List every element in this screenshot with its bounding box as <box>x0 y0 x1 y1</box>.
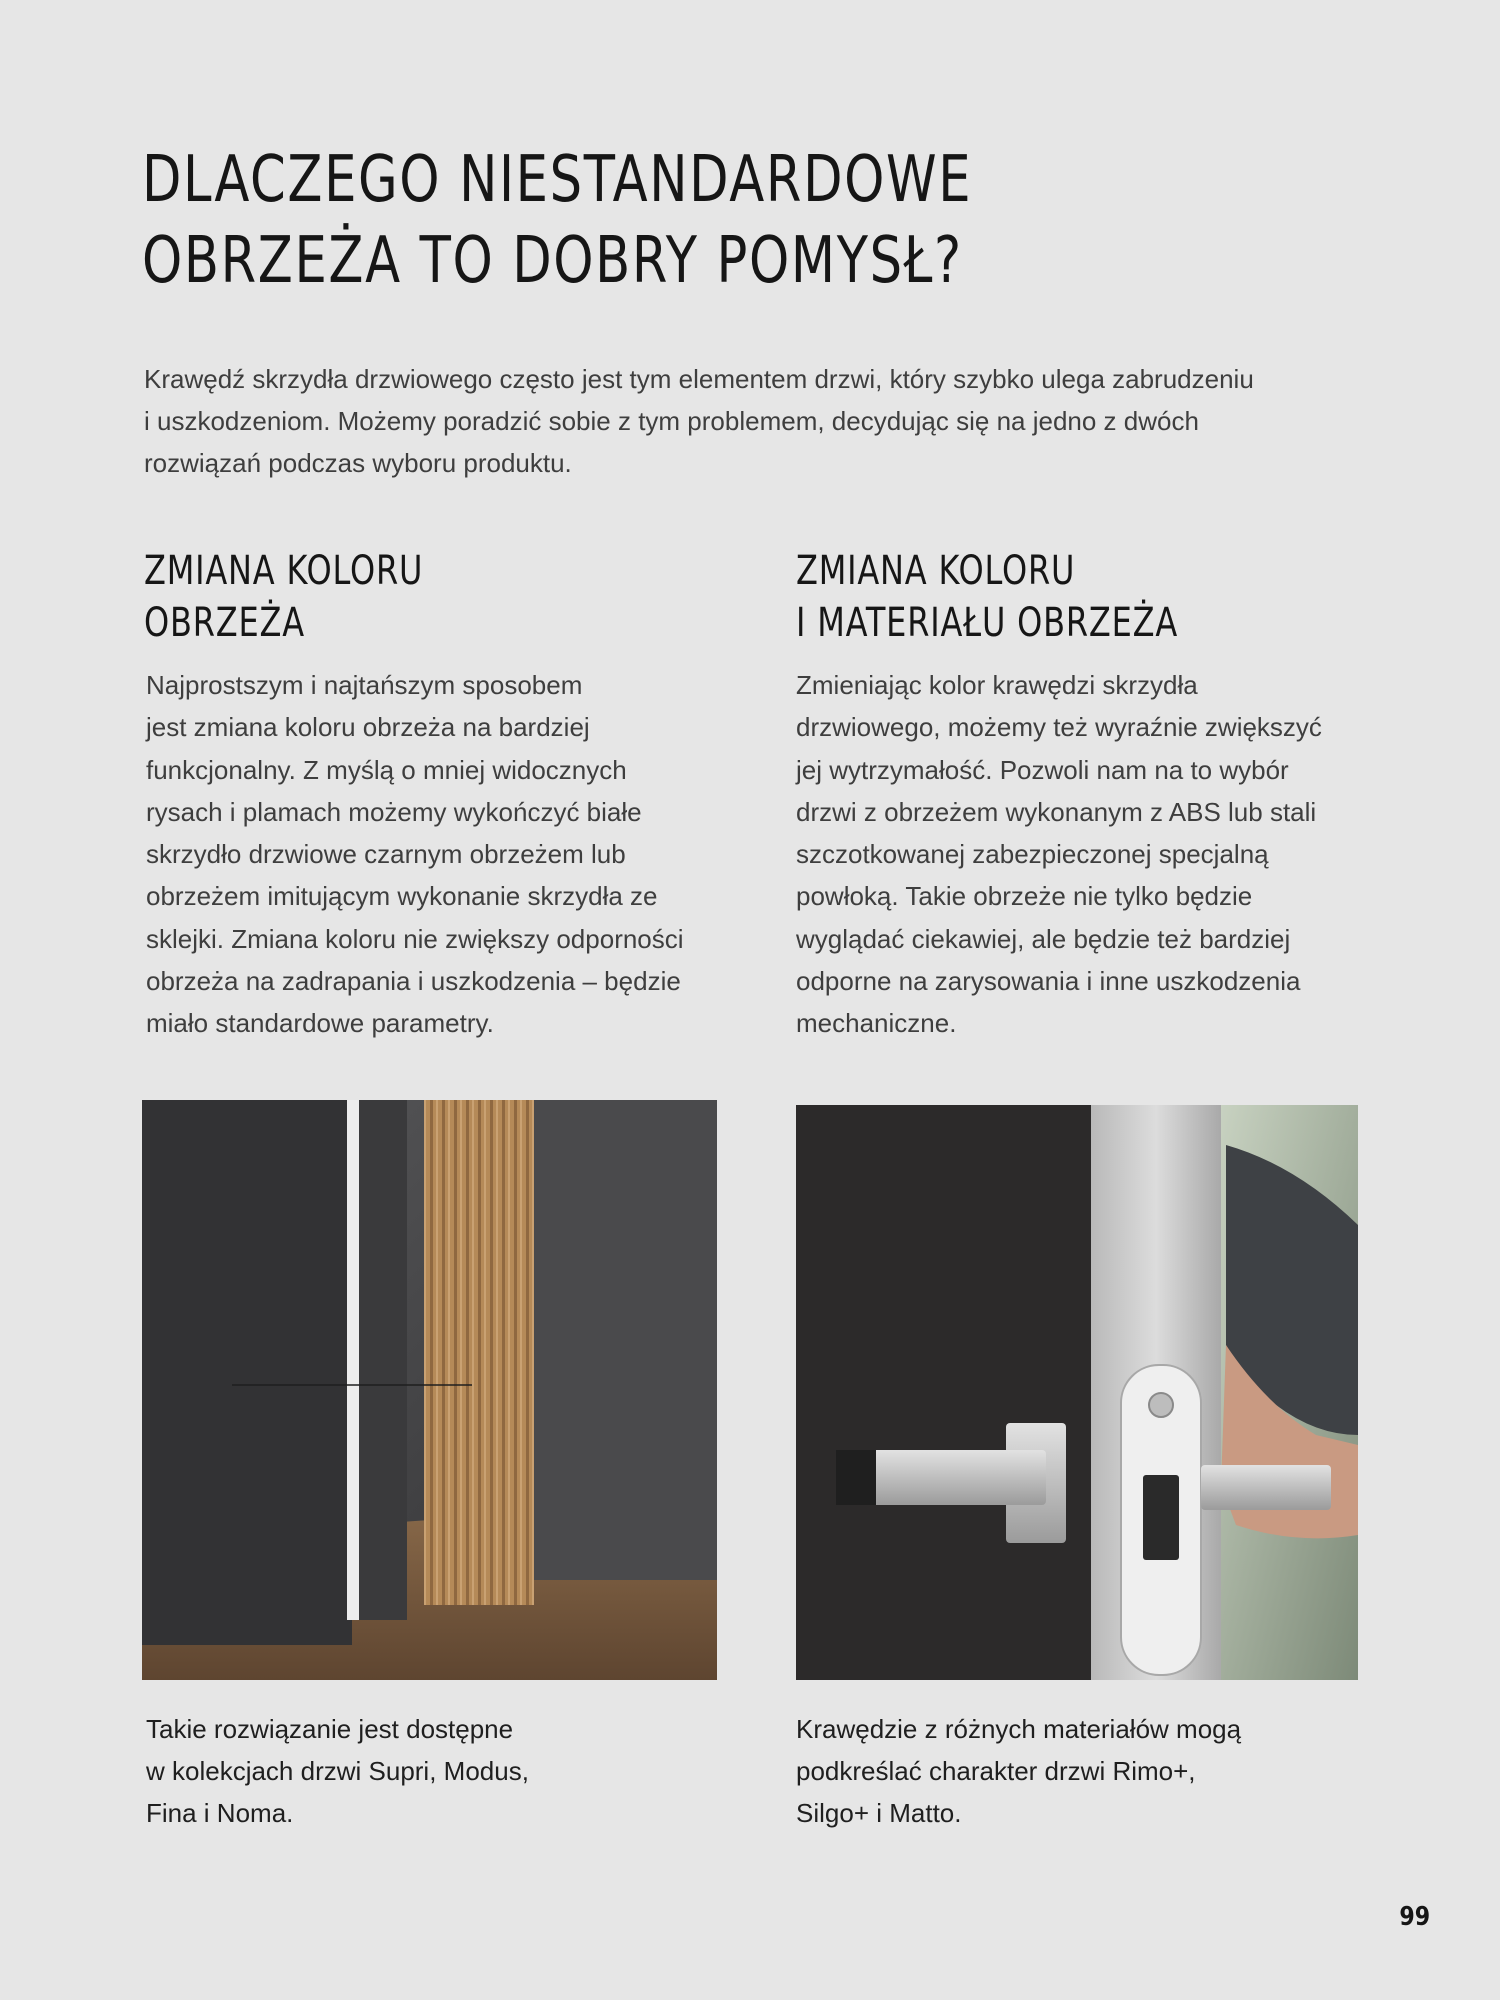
left-caption-line: Takie rozwiązanie jest dostępne <box>146 1714 514 1744</box>
door-handle-photo-right <box>796 1105 1358 1680</box>
right-heading-line: I MATERIAŁU OBRZEŻA <box>796 600 1179 646</box>
door-edge-photo-left <box>142 1100 717 1680</box>
right-body-line: wyglądać ciekawiej, ale będzie też bardziej <box>796 923 1291 954</box>
door-handle-illustration-right <box>796 1105 1358 1680</box>
intro-line: rozwiązań podczas wyboru produktu. <box>144 448 572 478</box>
page-number: 99 <box>1399 1902 1430 1932</box>
intro-line: Krawędź skrzydła drzwiowego często jest tym elementem drzwi, który szybko ulega zabrudzeniu <box>144 364 1254 394</box>
left-caption-line: w kolekcjach drzwi Supri, Modus, <box>146 1756 529 1786</box>
right-body-line: szczotkowanej zabezpieczonej specjalną <box>796 839 1269 870</box>
left-body-line: jest zmiana koloru obrzeża na bardziej <box>146 712 590 743</box>
left-body-line: obrzeżem imitującym wykonanie skrzydła ze <box>146 881 658 912</box>
left-caption-line: Fina i Noma. <box>146 1798 294 1828</box>
right-body-line: odporne na zarysowania i inne uszkodzenia <box>796 966 1301 997</box>
left-heading-line: ZMIANA KOLORU <box>144 548 424 594</box>
page-title-line-1: DLACZEGO NIESTANDARDOWE <box>142 143 973 217</box>
right-body-line: powłoką. Takie obrzeże nie tylko będzie <box>796 881 1253 912</box>
intro-line: i uszkodzeniom. Możemy poradzić sobie z tym problemem, decydując się na jedno z dwóch <box>144 406 1199 436</box>
left-body-line: skrzydło drzwiowe czarnym obrzeżem lub <box>146 839 626 870</box>
right-body-line: Zmieniając kolor krawędzi skrzydła <box>796 670 1198 700</box>
page-title <box>142 140 1102 301</box>
left-body-line: funkcjonalny. Z myślą o mniej widocznych <box>146 754 627 785</box>
right-heading-line: ZMIANA KOLORU <box>796 548 1076 594</box>
right-caption-line: Krawędzie z różnych materiałów mogą <box>796 1714 1242 1744</box>
right-column-heading <box>796 545 1178 649</box>
left-column-body <box>146 664 684 1045</box>
right-body-line: jej wytrzymałość. Pozwoli nam na to wybór <box>796 754 1289 785</box>
left-body-line: miało standardowe parametry. <box>146 1008 494 1039</box>
right-caption <box>796 1708 1241 1834</box>
left-caption <box>146 1708 529 1834</box>
intro-paragraph <box>144 358 1324 484</box>
right-caption-line: Silgo+ i Matto. <box>796 1798 962 1828</box>
right-body-line: mechaniczne. <box>796 1008 957 1039</box>
right-column-body <box>796 664 1322 1045</box>
left-body-line: obrzeża na zadrapania i uszkodzenia – będzie <box>146 966 681 997</box>
door-edge-illustration-left <box>142 1100 717 1680</box>
left-column-heading <box>144 545 423 649</box>
left-body-line: Najprostszym i najtańszym sposobem <box>146 670 583 700</box>
left-body-line: sklejki. Zmiana koloru nie zwiększy odporności <box>146 923 684 954</box>
right-caption-line: podkreślać charakter drzwi Rimo+, <box>796 1756 1196 1786</box>
right-body-line: drzwi z obrzeżem wykonanym z ABS lub stali <box>796 796 1317 827</box>
right-body-line: drzwiowego, możemy też wyraźnie zwiększyć <box>796 712 1322 743</box>
page-title-line-2: OBRZEŻA TO DOBRY POMYSŁ? <box>142 223 963 298</box>
left-heading-line: OBRZEŻA <box>144 600 305 646</box>
left-body-line: rysach i plamach możemy wykończyć białe <box>146 796 642 827</box>
